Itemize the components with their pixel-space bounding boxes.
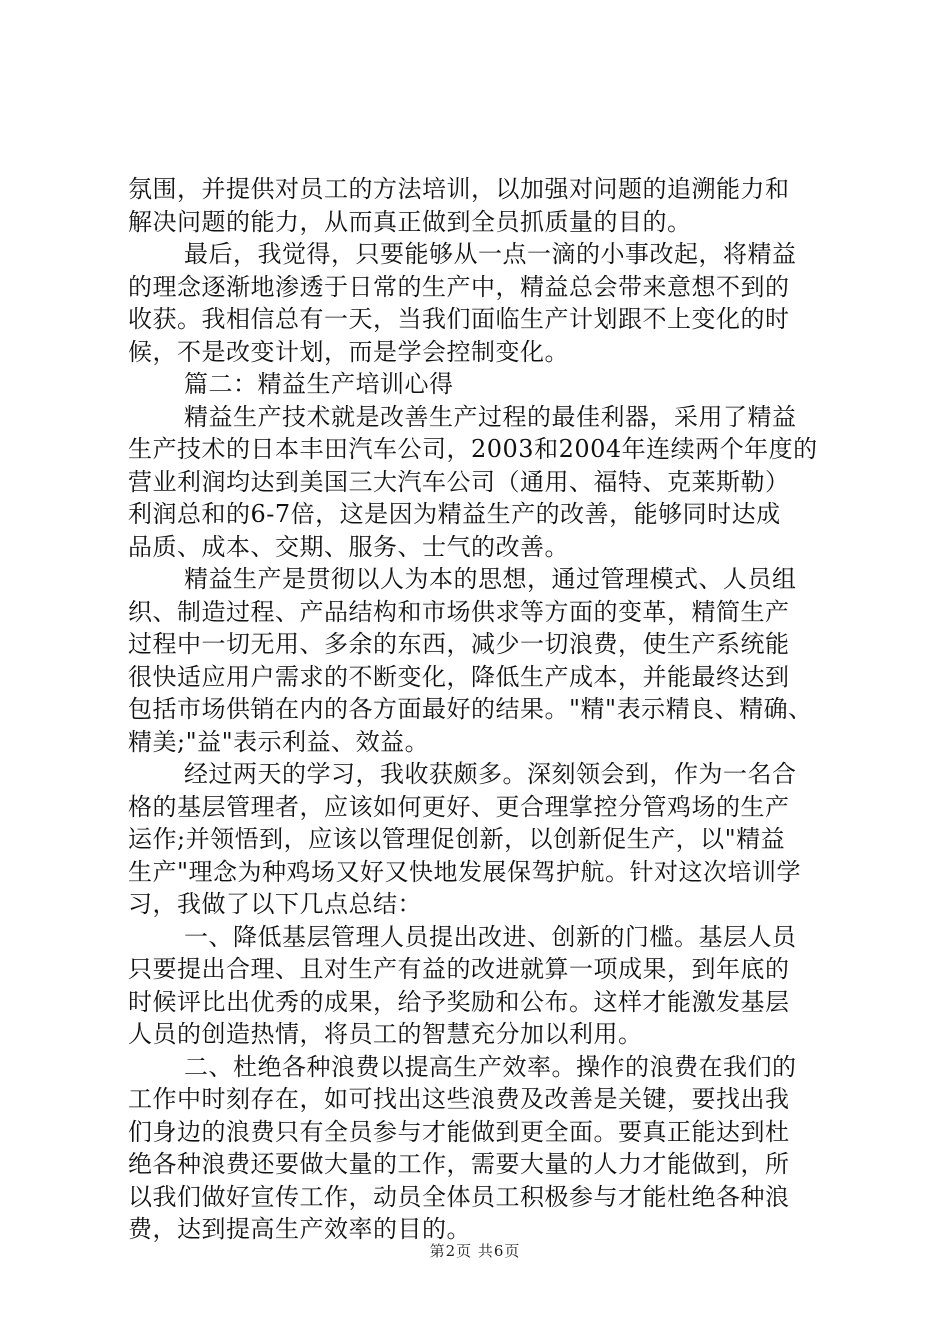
text-line: 包括市场供销在内的各方面最好的结果。"精"表示精良、精确、	[128, 695, 813, 723]
text-line: 的理念逐渐地渗透于日常的生产中，精益总会带来意想不到的	[128, 272, 790, 301]
text-line: 人员的创造热情，将员工的智慧充分加以利用。	[128, 1020, 643, 1048]
text-line: 最后，我觉得，只要能够从一点一滴的小事改起，将精益	[184, 240, 797, 268]
text-line: 收获。我相信总有一天，当我们面临生产计划跟不上变化的时	[128, 305, 790, 333]
text-line: 费，达到提高生产效率的目的。	[128, 1215, 471, 1243]
text-line: 二、杜绝各种浪费以提高生产效率。操作的浪费在我们的	[184, 1052, 797, 1081]
section-heading: 篇二：精益生产培训心得	[184, 370, 454, 398]
text-line: 精美;"益"表示利益、效益。	[128, 727, 430, 756]
text-line: 生产技术的日本丰田汽车公司，2003和2004年连续两个年度的	[128, 435, 818, 463]
text-line: 运作;并领悟到，应该以管理促创新，以创新促生产，以"精益	[128, 825, 786, 853]
text-line: 以我们做好宣传工作，动员全体员工积极参与才能杜绝各种浪	[128, 1182, 790, 1211]
text-line: 氛围，并提供对员工的方法培训，以加强对问题的追溯能力和	[128, 175, 790, 203]
text-line: 格的基层管理者，应该如何更好、更合理掌控分管鸡场的生产	[128, 792, 790, 821]
text-line: 习，我做了以下几点总结：	[128, 890, 422, 918]
text-line: 解决问题的能力，从而真正做到全员抓质量的目的。	[128, 207, 692, 236]
text-line: 精益生产是贯彻以人为本的思想，通过管理模式、人员组	[184, 565, 797, 593]
text-line: 生产"理念为种鸡场又好又快地发展保驾护航。针对这次培训学	[128, 857, 802, 886]
text-line: 只要提出合理、且对生产有益的改进就算一项成果，到年底的	[128, 955, 790, 983]
text-line: 候，不是改变计划，而是学会控制变化。	[128, 337, 569, 366]
text-line: 绝各种浪费还要做大量的工作，需要大量的人力才能做到，所	[128, 1150, 790, 1178]
text-line: 一、降低基层管理人员提出改进、创新的门槛。基层人员	[184, 922, 797, 951]
text-line: 品质、成本、交期、服务、士气的改善。	[128, 532, 569, 561]
text-line: 经过两天的学习，我收获颇多。深刻领会到，作为一名合	[184, 760, 797, 788]
document-body	[128, 173, 828, 1246]
text-line: 时候评比出优秀的成果，给予奖励和公布。这样才能激发基层	[128, 987, 790, 1016]
page-number-footer: 第2页 共6页	[429, 1242, 521, 1260]
text-line: 营业利润均达到美国三大汽车公司（通用、福特、克莱斯勒）	[128, 467, 790, 496]
text-line: 工作中时刻存在，如可找出这些浪费及改善是关键，要找出我	[128, 1085, 790, 1113]
text-line: 过程中一切无用、多余的东西，减少一切浪费，使生产系统能	[128, 630, 790, 658]
text-line: 织、制造过程、产品结构和市场供求等方面的变革，精简生产	[128, 597, 790, 626]
text-line: 利润总和的6-7倍，这是因为精益生产的改善，能够同时达成	[128, 500, 781, 528]
text-line: 很快适应用户需求的不断变化，降低生产成本，并能最终达到	[128, 662, 790, 691]
text-line: 们身边的浪费只有全员参与才能做到更全面。要真正能达到杜	[128, 1117, 790, 1146]
text-line: 精益生产技术就是改善生产过程的最佳利器，采用了精益	[184, 402, 797, 431]
